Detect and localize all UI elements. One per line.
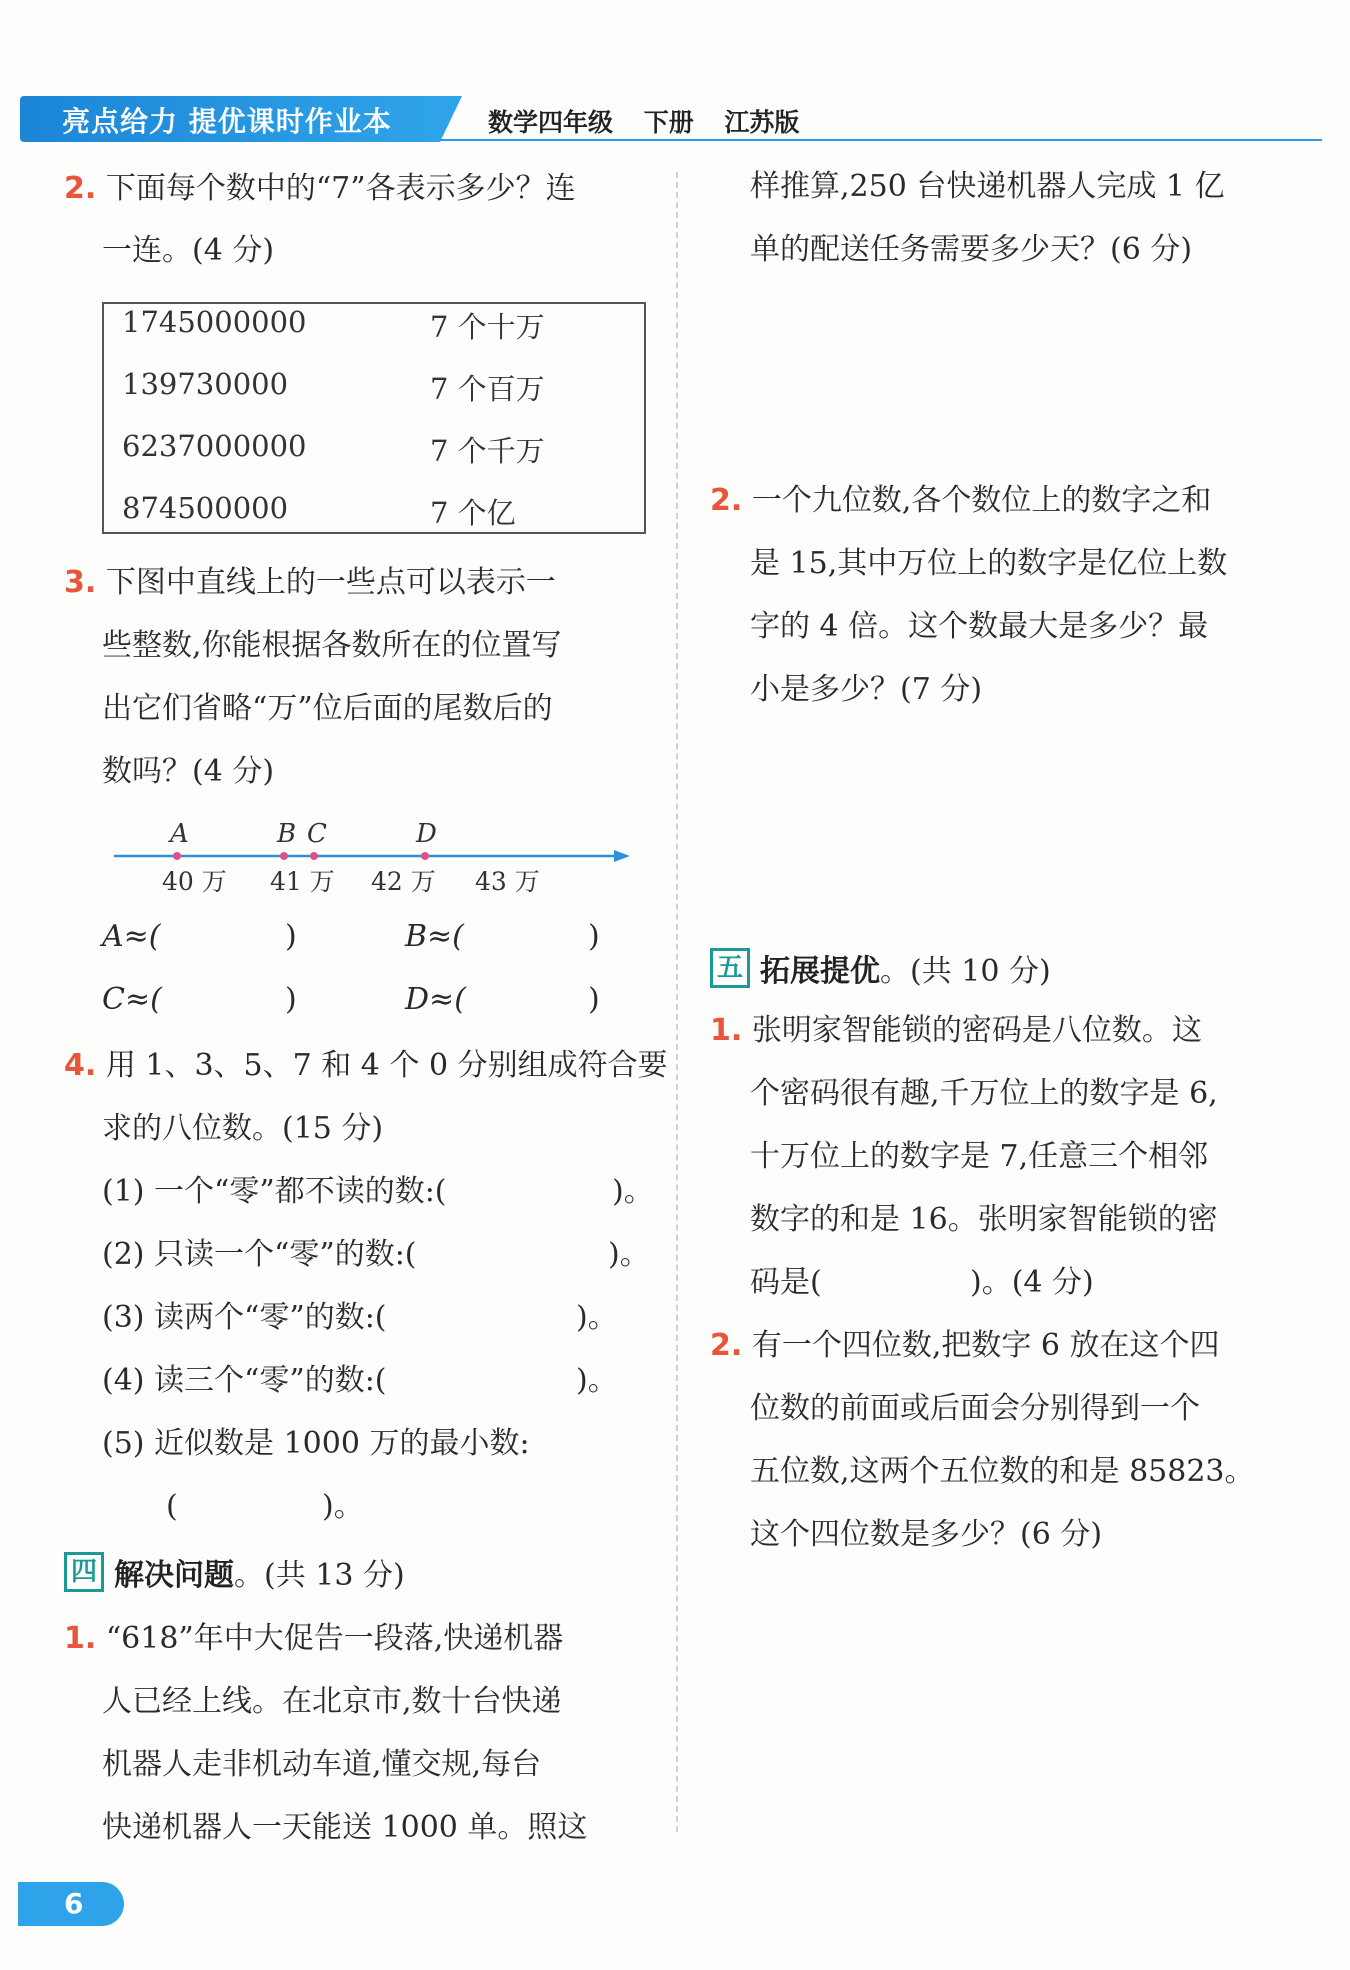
tick-label-43: 43 万 (475, 867, 540, 896)
p1-cont-text-2: 单的配送任务需要多少天？(6 分) (750, 232, 1193, 267)
e1-text-1: 张明家智能锁的密码是八位数。这 (751, 1013, 1202, 1048)
answer-c-close: ) (285, 982, 297, 1017)
section-5-title: 拓展提优 (760, 954, 880, 989)
match-number-2: 139730000 (122, 367, 289, 401)
number-line-arrow (614, 850, 630, 862)
q3-text-3: 出它们省略“万”位后面的尾数后的 (102, 691, 553, 726)
q4-sub-3: (3) 读两个“零”的数:( (102, 1300, 387, 1335)
p1-text-3: 机器人走非机动车道,懂交规,每台 (102, 1747, 542, 1782)
p2-text-4: 小是多少？(7 分) (750, 672, 983, 707)
tick-label-42: 42 万 (371, 867, 436, 896)
e2-number: 2. (710, 1328, 743, 1363)
q4-sub-2: (2) 只读一个“零”的数:( (102, 1237, 417, 1272)
q4-sub-3-end: )。 (576, 1300, 618, 1335)
answer-d-open: D≈( (405, 982, 466, 1017)
e2-text-4: 这个四位数是多少？(6 分) (750, 1517, 1103, 1552)
q4-sub-1: (1) 一个“零”都不读的数:( (102, 1174, 447, 1209)
e1-text-2: 个密码很有趣,千万位上的数字是 6, (750, 1076, 1218, 1111)
section-4-title: 解决问题 (114, 1558, 234, 1593)
point-b-dot (280, 852, 288, 860)
e1-text-5-close: )。(4 分) (970, 1265, 1094, 1300)
number-line (100, 812, 640, 902)
section-4-points: 。(共 13 分) (234, 1558, 405, 1593)
q2-line1 (64, 170, 576, 208)
match-number-3: 6237000000 (122, 429, 307, 463)
point-b-label: B (277, 819, 297, 849)
p2-text-2: 是 15,其中万位上的数字是亿位上数 (750, 546, 1228, 581)
match-number-1: 1745000000 (122, 305, 307, 339)
tick-label-41: 41 万 (270, 867, 335, 896)
tick-label-40: 40 万 (162, 867, 227, 896)
column-divider (676, 172, 678, 1832)
q4-text-1: 用 1、3、5、7 和 4 个 0 分别组成符合要 (105, 1048, 668, 1083)
match-number-4: 874500000 (122, 491, 289, 525)
e2-text-3: 五位数,这两个五位数的和是 85823。 (750, 1454, 1255, 1489)
point-d-label: D (416, 819, 437, 849)
header-subject: 数学四年级 下册 江苏版 (488, 108, 800, 137)
q4-sub-5: (5) 近似数是 1000 万的最小数: (102, 1426, 530, 1461)
e2-text-1: 有一个四位数,把数字 6 放在这个四 (751, 1328, 1220, 1363)
q4-sub-2-end: )。 (608, 1237, 650, 1272)
point-c-dot (310, 852, 318, 860)
q2-text-1: 下面每个数中的“7”各表示多少？连 (105, 171, 576, 206)
section-5-points: 。(共 10 分) (880, 954, 1051, 989)
section-4-badge: 四 (64, 1552, 104, 1592)
point-a-label: A (170, 819, 189, 849)
answer-b-open: B≈( (405, 919, 464, 954)
header-rule (440, 139, 1322, 141)
point-c-label: C (307, 819, 327, 849)
p1-line1 (64, 1620, 563, 1658)
q3-number: 3. (64, 565, 97, 600)
answer-a-close: ) (285, 919, 297, 954)
q2-number: 2. (64, 171, 97, 206)
e1-number: 1. (710, 1013, 743, 1048)
q3-text-4: 数吗？(4 分) (102, 754, 275, 789)
p1-text-2: 人已经上线。在北京市,数十台快递 (102, 1684, 562, 1719)
q4-sub-5-close: )。 (322, 1489, 364, 1524)
p1-text-1: “618”年中大促告一段落,快递机器 (105, 1621, 564, 1656)
p2-line1 (710, 482, 1211, 520)
p1-cont-text-1: 样推算,250 台快递机器人完成 1 亿 (750, 169, 1225, 204)
point-d-dot (421, 852, 429, 860)
q4-sub-5-open: ( (166, 1489, 178, 1524)
match-meaning-3: 7 个千万 (430, 434, 545, 468)
q3-text-2: 些整数,你能根据各数所在的位置写 (102, 628, 562, 663)
e1-text-5-open: 码是( (750, 1265, 822, 1300)
section-5-heading (710, 946, 1051, 990)
e2-line1 (710, 1327, 1220, 1365)
e1-text-4: 数字的和是 16。张明家智能锁的密 (750, 1202, 1218, 1237)
p2-text-3: 字的 4 倍。这个数最大是多少？最 (750, 609, 1209, 644)
q2-text-2: 一连。(4 分) (102, 233, 275, 268)
q3-text-1: 下图中直线上的一些点可以表示一 (105, 565, 556, 600)
q3-line1 (64, 564, 556, 602)
p2-text-1: 一个九位数,各个数位上的数字之和 (751, 483, 1212, 518)
match-meaning-4: 7 个亿 (430, 496, 516, 530)
q4-sub-4: (4) 读三个“零”的数:( (102, 1363, 387, 1398)
q4-line1 (64, 1047, 668, 1085)
page-number: 6 (18, 1882, 124, 1926)
q4-number: 4. (64, 1048, 97, 1083)
point-a-dot (173, 852, 181, 860)
match-meaning-1: 7 个十万 (430, 310, 545, 344)
answer-c-open: C≈( (102, 982, 162, 1017)
section-5-badge: 五 (710, 948, 750, 988)
q4-sub-1-end: )。 (612, 1174, 654, 1209)
q4-sub-4-end: )。 (576, 1363, 618, 1398)
p2-number: 2. (710, 483, 743, 518)
answer-d-close: ) (588, 982, 600, 1017)
p1-number: 1. (64, 1621, 97, 1656)
e2-text-2: 位数的前面或后面会分别得到一个 (750, 1391, 1200, 1426)
section-4-heading (64, 1550, 405, 1594)
header-title: 亮点给力 提优课时作业本 (62, 105, 392, 138)
p1-text-4: 快递机器人一天能送 1000 单。照这 (102, 1810, 588, 1845)
e1-line1 (710, 1012, 1202, 1050)
match-meaning-2: 7 个百万 (430, 372, 545, 406)
answer-a-open: A≈( (102, 919, 161, 954)
answer-b-close: ) (588, 919, 600, 954)
q4-text-2: 求的八位数。(15 分) (102, 1111, 384, 1146)
e1-text-3: 十万位上的数字是 7,任意三个相邻 (750, 1139, 1209, 1174)
